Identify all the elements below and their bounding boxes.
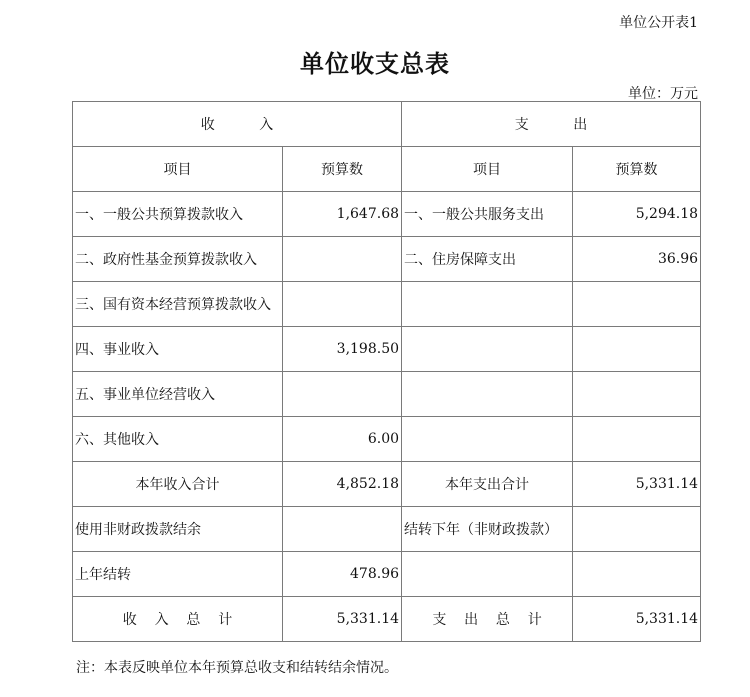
table-row (73, 372, 701, 417)
income-item: 一、一般公共预算拨款收入 (73, 192, 283, 237)
expense-item: 二、住房保障支出 (402, 237, 573, 282)
expense-item (402, 372, 573, 417)
income-item: 五、事业单位经营收入 (73, 372, 283, 417)
income-carry-label: 上年结转 (73, 552, 283, 597)
expense-amount: 5,294.18 (573, 192, 701, 237)
expense-amount: 36.96 (573, 237, 701, 282)
income-balance-amount (283, 507, 402, 552)
expense-balance-amount (573, 507, 701, 552)
expense-section-header: 支 出 (402, 102, 701, 147)
footnote: 注：本表反映单位本年预算总收支和结转结余情况。 (76, 660, 398, 676)
income-amount: 1,647.68 (283, 192, 402, 237)
expense-total-amount: 5,331.14 (573, 597, 701, 642)
balance-row (73, 507, 701, 552)
expense-carry-label (402, 552, 573, 597)
page-title: 单位收支总表 (300, 50, 450, 78)
income-subtotal-amount: 4,852.18 (283, 462, 402, 507)
income-total-label: 收 入 总 计 (73, 597, 283, 642)
expense-amount (573, 327, 701, 372)
expense-total-label: 支 出 总 计 (402, 597, 573, 642)
expense-subtotal-label: 本年支出合计 (402, 462, 573, 507)
unit-label: 单位：万元 (628, 86, 698, 102)
table-row (73, 282, 701, 327)
subtotal-row (73, 462, 701, 507)
expense-balance-label: 结转下年（非财政拨款） (402, 507, 573, 552)
form-number: 单位公开表1 (619, 15, 698, 31)
expense-item (402, 282, 573, 327)
income-item: 三、国有资本经营预算拨款收入 (73, 282, 283, 327)
budget-table (72, 101, 701, 642)
income-total-amount: 5,331.14 (283, 597, 402, 642)
income-amount: 3,198.50 (283, 327, 402, 372)
income-amount (283, 282, 402, 327)
expense-item (402, 417, 573, 462)
income-subtotal-label: 本年收入合计 (73, 462, 283, 507)
income-item-header: 项目 (73, 147, 283, 192)
income-carry-amount: 478.96 (283, 552, 402, 597)
table-row (73, 327, 701, 372)
income-amount: 6.00 (283, 417, 402, 462)
section-header-row (73, 102, 701, 147)
column-header-row (73, 147, 701, 192)
expense-item-header: 项目 (402, 147, 573, 192)
expense-item (402, 327, 573, 372)
income-amount (283, 237, 402, 282)
expense-amount (573, 417, 701, 462)
income-section-header: 收 入 (73, 102, 402, 147)
total-row (73, 597, 701, 642)
table-row (73, 237, 701, 282)
expense-amount (573, 282, 701, 327)
income-amount (283, 372, 402, 417)
expense-item: 一、一般公共服务支出 (402, 192, 573, 237)
income-item: 二、政府性基金预算拨款收入 (73, 237, 283, 282)
carry-row (73, 552, 701, 597)
expense-subtotal-amount: 5,331.14 (573, 462, 701, 507)
income-balance-label: 使用非财政拨款结余 (73, 507, 283, 552)
expense-carry-amount (573, 552, 701, 597)
table-row (73, 417, 701, 462)
income-item: 六、其他收入 (73, 417, 283, 462)
expense-budget-header: 预算数 (573, 147, 701, 192)
income-item: 四、事业收入 (73, 327, 283, 372)
expense-amount (573, 372, 701, 417)
income-budget-header: 预算数 (283, 147, 402, 192)
table-row (73, 192, 701, 237)
